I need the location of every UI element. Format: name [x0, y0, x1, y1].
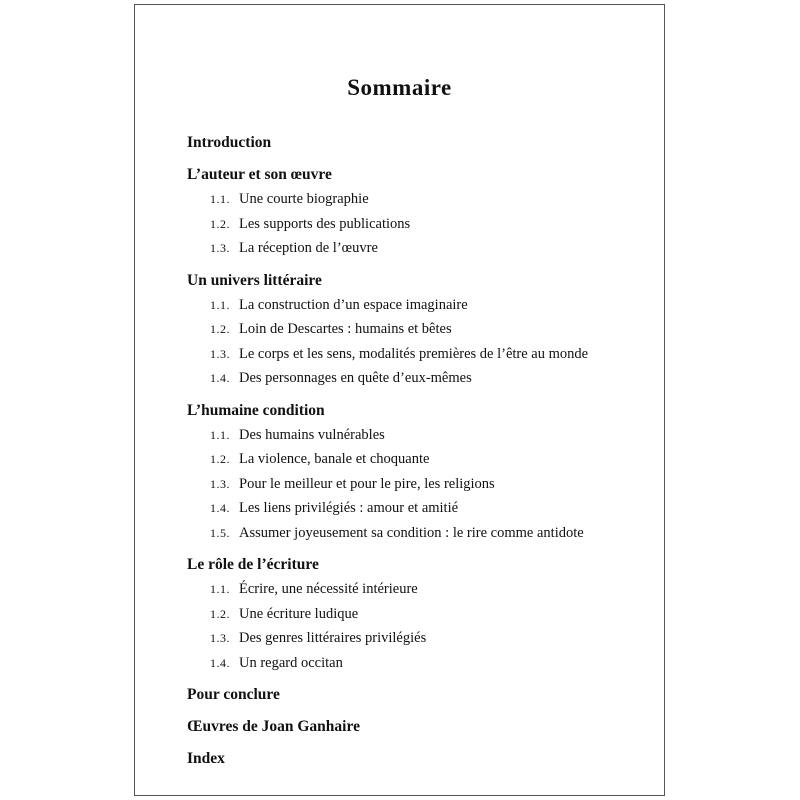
toc-section-humaine-condition[interactable]: [187, 399, 644, 546]
toc-item[interactable]: [187, 187, 644, 212]
section-title[interactable]: L’auteur et son œuvre: [187, 166, 332, 183]
item-label[interactable]: Un regard occitan: [239, 654, 343, 671]
toc-item[interactable]: [187, 472, 644, 497]
toc-item[interactable]: [187, 293, 644, 318]
item-number: 1.4.: [210, 655, 230, 670]
toc-section-conclure[interactable]: [187, 683, 644, 707]
item-number: 1.4.: [210, 501, 230, 515]
table-of-contents: [187, 131, 644, 771]
item-number: 1.2.: [210, 322, 230, 336]
item-label[interactable]: Pour le meilleur et pour le pire, les religions: [239, 475, 495, 492]
toc-section-univers[interactable]: [187, 269, 644, 391]
toc-item[interactable]: [187, 366, 644, 391]
item-label[interactable]: Le corps et les sens, modalités premières de l’être au monde: [239, 345, 589, 362]
toc-item[interactable]: [187, 423, 644, 448]
item-label[interactable]: Les liens privilégiés : amour et amitié: [239, 500, 459, 516]
toc-item[interactable]: [187, 317, 644, 342]
item-label[interactable]: Une courte biographie: [239, 191, 369, 207]
toc-section-oeuvres[interactable]: [187, 715, 644, 739]
item-number: 1.4.: [210, 371, 230, 385]
section-title[interactable]: Un univers littéraire: [187, 271, 322, 289]
section-title[interactable]: L’humaine condition: [187, 401, 325, 419]
item-number: 1.5.: [210, 525, 230, 540]
item-label[interactable]: Loin de Descartes : humains et bêtes: [239, 321, 452, 337]
toc-item[interactable]: [187, 577, 644, 602]
item-number: 1.2.: [210, 216, 230, 231]
toc-section-ecriture[interactable]: [187, 553, 644, 675]
document-page: [134, 4, 665, 796]
item-number: 1.1.: [210, 192, 230, 206]
section-title[interactable]: Œuvres de Joan Ganhaire: [187, 718, 360, 735]
page-title: Sommaire: [347, 75, 452, 100]
item-label[interactable]: Assumer joyeusement sa condition : le rire comme antidote: [239, 524, 584, 541]
item-number: 1.2.: [210, 606, 230, 621]
section-title[interactable]: Introduction: [187, 134, 272, 151]
toc-item[interactable]: [187, 236, 644, 261]
toc-item[interactable]: [187, 496, 644, 521]
toc-item[interactable]: [187, 342, 644, 367]
item-number: 1.2.: [210, 452, 230, 466]
section-title[interactable]: Le rôle de l’écriture: [187, 556, 319, 573]
item-label[interactable]: La violence, banale et choquante: [239, 451, 430, 467]
toc-section-auteur[interactable]: [187, 163, 644, 261]
toc-item[interactable]: [187, 447, 644, 472]
item-label[interactable]: Une écriture ludique: [239, 605, 359, 622]
item-label[interactable]: Des personnages en quête d’eux-mêmes: [239, 370, 472, 386]
toc-item[interactable]: [187, 212, 644, 237]
item-number: 1.3.: [210, 631, 230, 645]
item-label[interactable]: La réception de l’œuvre: [239, 240, 378, 256]
item-number: 1.1.: [210, 427, 230, 442]
toc-section-introduction[interactable]: [187, 131, 644, 155]
toc-item[interactable]: [187, 602, 644, 627]
item-label[interactable]: Des humains vulnérables: [239, 426, 385, 443]
item-number: 1.1.: [210, 582, 230, 596]
section-title[interactable]: Pour conclure: [187, 686, 280, 703]
toc-section-index[interactable]: [187, 747, 644, 771]
item-number: 1.3.: [210, 476, 230, 491]
toc-item[interactable]: [187, 626, 644, 651]
item-number: 1.3.: [210, 241, 230, 255]
item-number: 1.1.: [210, 297, 230, 312]
item-label[interactable]: Écrire, une nécessité intérieure: [239, 581, 418, 597]
item-number: 1.3.: [210, 346, 230, 361]
item-label[interactable]: La construction d’un espace imaginaire: [239, 296, 468, 313]
item-label[interactable]: Les supports des publications: [239, 215, 411, 232]
toc-item[interactable]: [187, 651, 644, 676]
toc-item[interactable]: [187, 521, 644, 546]
item-label[interactable]: Des genres littéraires privilégiés: [239, 630, 427, 646]
section-title[interactable]: Index: [187, 750, 225, 767]
